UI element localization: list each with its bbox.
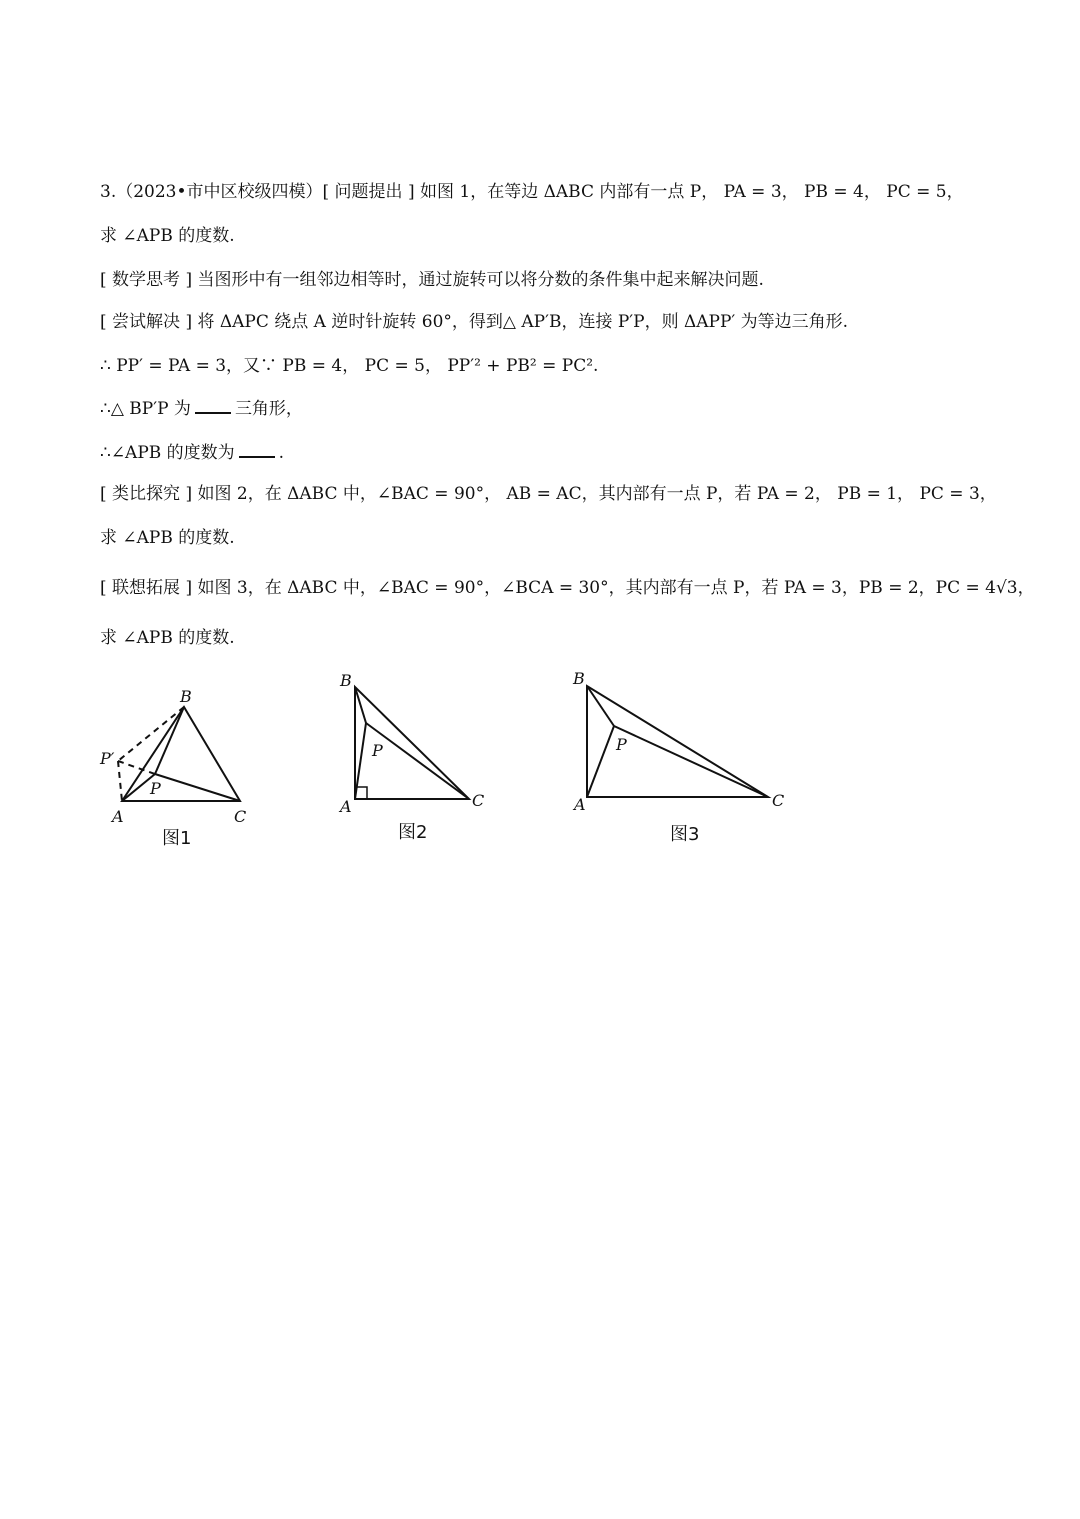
fig1-caption: 图1 xyxy=(162,828,192,849)
fig1-label-p: P xyxy=(150,779,161,798)
fig3-label-a: A xyxy=(574,795,586,814)
fig2-label-p: P xyxy=(372,741,383,760)
figure-1 xyxy=(118,707,240,801)
fig3-segment-cp xyxy=(614,726,768,797)
fig1-label-p-prime: P′ xyxy=(100,749,115,768)
fig3-label-c: C xyxy=(772,791,785,810)
fig1-label-c: C xyxy=(234,807,247,826)
question-1: 求 ∠APB 的度数. xyxy=(100,226,235,246)
analogy-explore: [ 类比探究 ] 如图 2，在 ΔABC 中，∠BAC = 90°， AB = AC，其内部有一点 P，若 PA = 2， PB = 1， PC = 3， xyxy=(100,484,997,504)
attempt-solution: [ 尝试解决 ] 将 ΔAPC 绕点 A 逆时针旋转 60°，得到△ AP′B，连接 P′P，则 ΔAPP′ 为等边三角形. xyxy=(100,312,849,332)
fig1-label-a: A xyxy=(112,807,124,826)
fig3-segment-ap xyxy=(587,726,614,797)
math-thinking: [ 数学思考 ] 当图形中有一组邻边相等时，通过旋转可以将分数的条件集中起来解决问题. xyxy=(100,270,764,290)
fig3-triangle-abc xyxy=(587,686,768,797)
fig2-label-a: A xyxy=(340,797,352,816)
question-3: 求 ∠APB 的度数. xyxy=(100,628,235,648)
fig3-label-p: P xyxy=(616,735,627,754)
fig2-label-b: B xyxy=(340,671,352,690)
fig2-segment-cp xyxy=(366,723,469,799)
fig1-segment-bp xyxy=(155,707,184,774)
question-2: 求 ∠APB 的度数. xyxy=(100,528,235,548)
angle-prompt: ∴∠APB 的度数为 xyxy=(100,443,235,463)
triangle-type-prompt: ∴△ BP′P 为 xyxy=(100,399,191,419)
fig1-segment-ap-prime xyxy=(118,761,122,801)
triangle-type-suffix: 三角形， xyxy=(234,399,303,419)
fig3-segment-bp xyxy=(587,686,614,726)
fig1-segment-bp-prime xyxy=(118,707,184,761)
fig1-label-b: B xyxy=(180,687,192,706)
fig1-segment-pp-prime xyxy=(118,761,155,774)
figure-3 xyxy=(587,686,768,797)
fig3-label-b: B xyxy=(573,669,585,688)
deduction-step: ∴ PP′ = PA = 3，又∵ PB = 4， PC = 5， PP′² + PB² = PC². xyxy=(100,356,599,376)
extension: [ 联想拓展 ] 如图 3，在 ΔABC 中，∠BAC = 90°，∠BCA = 30°，其内部有一点 P，若 PA = 3，PB = 2，PC = 4√3， xyxy=(100,578,1035,598)
fig3-caption: 图3 xyxy=(670,824,700,845)
problem-statement: 3.（2023•市中区校级四模）[ 问题提出 ] 如图 1，在等边 ΔABC 内部有一点 P， PA = 3， PB = 4， PC = 5， xyxy=(100,182,964,202)
angle-suffix: . xyxy=(278,443,285,463)
fig2-caption: 图2 xyxy=(398,822,428,843)
fig2-label-c: C xyxy=(472,791,485,810)
